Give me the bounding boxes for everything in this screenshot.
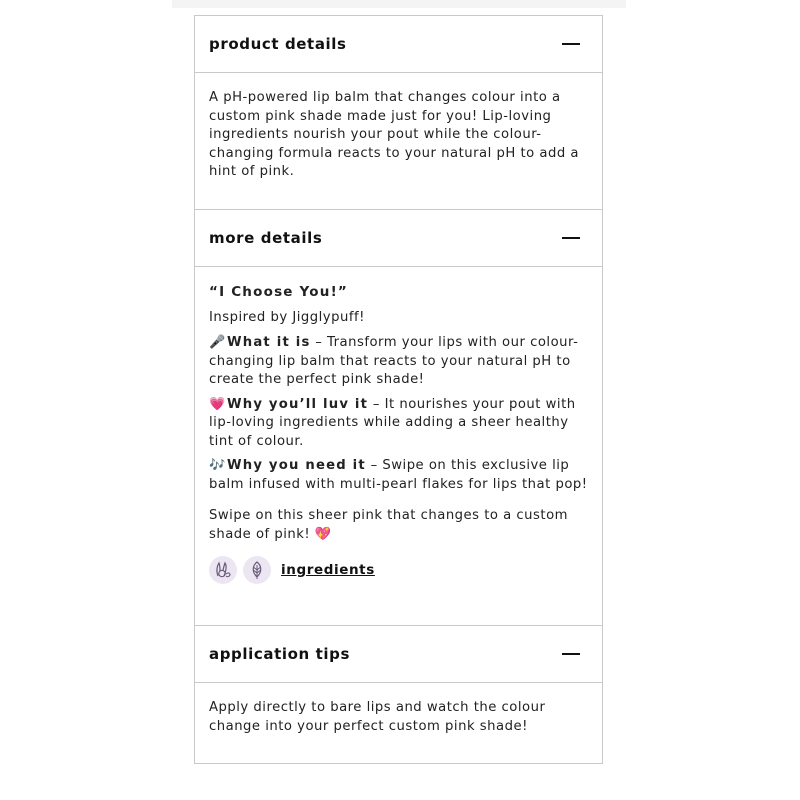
application-tips-body (195, 683, 602, 763)
product-details-title: product details (209, 35, 347, 53)
feature-text: – Transform your lips with our colour-changing lip balm that reacts to your natural pH to create the perfect pink shade! (209, 335, 579, 387)
more-details-title: more details (209, 229, 323, 247)
feature-label: What it is (227, 335, 311, 350)
feature-text: – It nourishes your pout with lip-loving ingredients while adding a sheer healthy tint of colour. (209, 396, 576, 449)
cruelty-free-bunny-icon (209, 556, 237, 584)
feature-why-need-it (209, 457, 588, 494)
microphone-icon: 🎤 (209, 335, 226, 350)
feature-text: – Swipe on this exclusive lip balm infused with multi-pearl flakes for lips that pop! (209, 458, 588, 492)
shade-name: “I Choose You!” (209, 284, 349, 300)
vegan-leaf-icon (243, 556, 271, 584)
sparkling-heart-icon: 💖 (314, 526, 332, 542)
feature-what-it-is (209, 334, 588, 390)
application-tips-title: application tips (209, 645, 350, 663)
feature-label: Why you’ll luv it (227, 396, 369, 412)
ingredients-row (209, 556, 588, 584)
more-details-body (195, 267, 602, 626)
minus-icon[interactable] (562, 237, 580, 240)
feature-why-luv-it (209, 396, 588, 452)
swipe-text (209, 507, 588, 544)
top-strip (172, 0, 626, 8)
ingredients-link[interactable]: ingredients (281, 561, 375, 578)
minus-icon[interactable] (562, 43, 580, 46)
inspired-by-text: Inspired by Jigglypuff! (209, 309, 365, 325)
product-details-text: A pH-powered lip balm that changes colour into a custom pink shade made just for you! Lip-loving ingredients nourish your pout while the colour-changing formula reacts to your natural pH to add a hint of pink. (209, 90, 579, 179)
minus-icon[interactable] (562, 653, 580, 656)
product-details-body (195, 73, 602, 210)
heart-icon: 💗 (209, 396, 226, 412)
application-tips-header[interactable] (195, 626, 602, 683)
product-details-header[interactable] (195, 16, 602, 73)
feature-label: Why you need it (227, 458, 366, 473)
more-details-header[interactable] (195, 210, 602, 267)
application-tips-text: Apply directly to bare lips and watch the colour change into your perfect custom pink shade! (209, 700, 546, 734)
music-notes-icon: 🎶 (209, 458, 226, 473)
product-accordion (194, 15, 603, 764)
swipe-text-content: Swipe on this sheer pink that changes to a custom shade of pink! (209, 508, 568, 542)
